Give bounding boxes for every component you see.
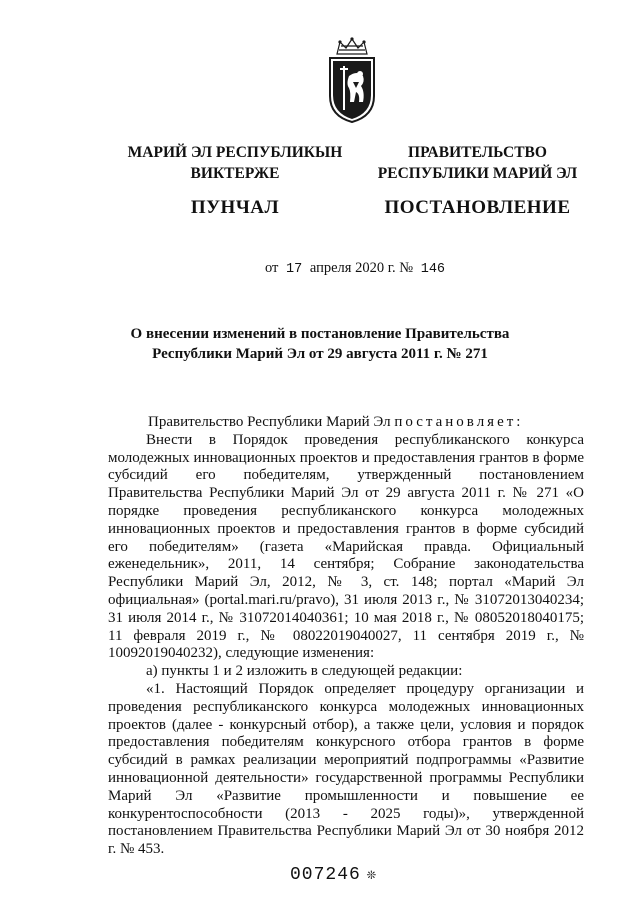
header-right-block <box>360 143 595 220</box>
serial-number <box>290 865 377 885</box>
paragraph-amendment: Внести в Порядок проведения республиканского конкурса молодежных инновационных проектов и предоставления грантов в форме субсидий его победителям, утвержденный постановлением Правительства Республики Марий Эл от 29 августа 2011 г. № 271 «О порядке проведения республиканского конкурса молодежных инновационных проектов и предоставления грантов в форме субсидий его победителям» (газета «Марийская правда. Официальный еженедельник», 2011, 14 сентября; Собрание законодательства Республики Марий Эл, 2012, № 3, ст. 148; портал «Марий Эл официальная» (portal.mari.ru/pravo), 31 июля 2013 г., № 31072013040234; 31 июля 2014 г., № 31072014040361; 10 мая 2018 г., № 08052018040175; 11 февраля 2019 г., № 08022019040027, 11 сентября 2019 г., № 10092019040232), следующие изменения: <box>108 431 584 662</box>
header-right-line1: ПРАВИТЕЛЬСТВО <box>408 144 547 161</box>
document-body <box>108 414 584 859</box>
document-number: 146 <box>420 262 446 277</box>
paragraph-point-1: «1. Настоящий Порядок определяет процедуру организации и проведения республиканского конкурса молодежных инновационных проектов (далее - конкурсный отбор), а также цели, условия и порядок предоставления победителям конкурсного отбора грантов в форме субсидий в рамках реализации мероприятий подпрограммы «Развитие инновационной деятельности» государственной программы Республики Марий Эл «Развитие промышленности и повышение ее конкурентоспособности (2013 - 2025 годы)», утвержденной постановлением Правительства Республики Марий Эл от 30 ноября 2012 г. № 453. <box>108 680 584 858</box>
date-month-year: апреля 2020 г. № <box>309 260 414 276</box>
header-left-line1: МАРИЙ ЭЛ РЕСПУБЛИКЫН <box>127 144 343 161</box>
date-prefix: от <box>265 260 279 276</box>
date-day: 17 <box>286 262 303 277</box>
intro-text: Правительство Республики Марий Эл <box>148 414 395 430</box>
subject-line1: О внесении изменений в постановление Правительства <box>130 326 510 342</box>
header-left-line2: ВИКТЕРЖЕ <box>190 164 280 182</box>
coat-of-arms-emblem <box>327 36 377 124</box>
header-right-line2: РЕСПУБЛИКИ МАРИЙ ЭЛ <box>377 164 578 182</box>
document-subject <box>60 325 580 364</box>
document-date-line <box>265 260 449 277</box>
serial-mark-icon: ❊ <box>366 867 377 884</box>
paragraph-item-a: а) пункты 1 и 2 изложить в следующей редакции: <box>146 663 463 680</box>
serial-digits: 007246 <box>290 865 361 885</box>
header-right-title: ПОСТАНОВЛЕНИЕ <box>384 196 571 218</box>
header-left-block <box>110 143 360 220</box>
subject-line2: Республики Марий Эл от 29 августа 2011 г. № 271 <box>152 345 488 362</box>
header-left-title: ПУНЧАЛ <box>190 196 280 218</box>
intro-decree-word: постановляет: <box>394 414 524 430</box>
intro-paragraph <box>108 414 584 432</box>
